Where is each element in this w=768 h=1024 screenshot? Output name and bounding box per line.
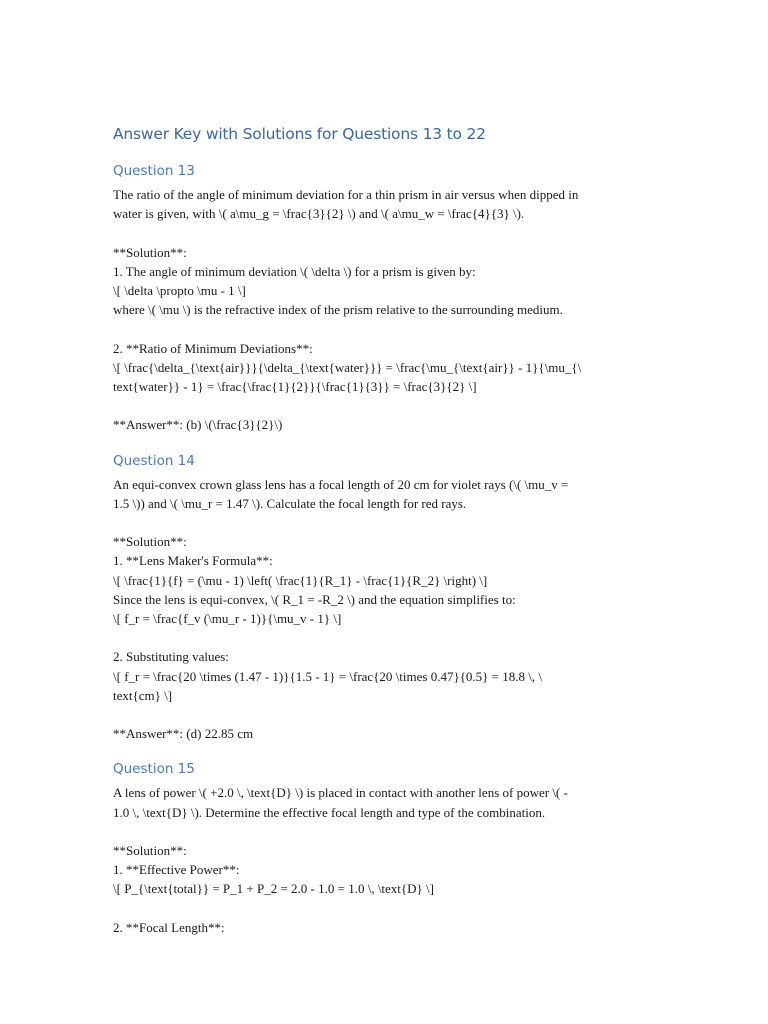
text-line: A lens of power \( +2.0 \, \text{D} \) is placed in contact with another lens of power \( - bbox=[113, 785, 568, 801]
answer-line: **Answer**: (b) \(\frac{3}{2}\) bbox=[113, 417, 283, 433]
formula-line: \[ P_{\text{total}} = P_1 + P_2 = 2.0 - 1.0 = 1.0 \, \text{D} \] bbox=[113, 881, 434, 897]
formula-line: \[ \delta \propto \mu - 1 \] bbox=[113, 283, 246, 298]
text-line: 2. Substituting values: bbox=[113, 649, 229, 665]
question-14-heading: Question 14 bbox=[113, 452, 195, 469]
question-15-section bbox=[113, 759, 648, 937]
text-line: Since the lens is equi-convex, \( R_1 = -R_2 \) and the equation simplifies to: bbox=[113, 591, 516, 607]
answer-line: **Answer**: (d) 22.85 cm bbox=[113, 726, 254, 742]
text-line: 2. **Focal Length**: bbox=[113, 919, 225, 935]
solution-label: **Solution**: bbox=[113, 842, 187, 858]
blank-line bbox=[113, 705, 648, 724]
question-15-heading: Question 15 bbox=[113, 761, 195, 778]
text-line: 1. **Effective Power**: bbox=[113, 862, 240, 878]
question-14-section bbox=[113, 451, 648, 744]
blank-line bbox=[113, 513, 648, 532]
document-page bbox=[113, 123, 648, 953]
blank-line bbox=[113, 319, 648, 338]
blank-line bbox=[113, 822, 648, 841]
blank-line bbox=[113, 899, 648, 918]
text-line: where \( \mu \) is the refractive index of the prism relative to the surrounding medium. bbox=[113, 302, 563, 318]
formula-line: \[ \frac{\delta_{\text{air}}}{\delta_{\text{water}}} = \frac{\mu_{\text{air}} - 1}{\mu_{\ bbox=[113, 359, 582, 375]
page-title: Answer Key with Solutions for Questions 13 to 22 bbox=[113, 125, 486, 143]
text-line: 1. The angle of minimum deviation \( \delta \) for a prism is given by: bbox=[113, 263, 476, 279]
formula-line: \[ f_r = \frac{20 \times (1.47 - 1)}{1.5 - 1} = \frac{20 \times 0.47}{0.5} = 18.8 \, \ bbox=[113, 668, 542, 684]
solution-label: **Solution**: bbox=[113, 534, 187, 550]
question-15-body bbox=[113, 783, 648, 937]
question-13-body bbox=[113, 185, 648, 435]
blank-line bbox=[113, 396, 648, 415]
blank-line bbox=[113, 628, 648, 647]
text-line: 1. **Lens Maker's Formula**: bbox=[113, 553, 273, 569]
formula-line: text{water}} - 1} = \frac{\frac{1}{2}}{\frac{1}{3}} = \frac{3}{2} \] bbox=[113, 379, 477, 394]
formula-line: \[ f_r = \frac{f_v (\mu_r - 1)}{\mu_v - 1} \] bbox=[113, 611, 342, 626]
question-13-section bbox=[113, 161, 648, 435]
text-line: 2. **Ratio of Minimum Deviations**: bbox=[113, 340, 313, 356]
text-line: water is given, with \( a\mu_g = \frac{3}{2} \) and \( a\mu_w = \frac{4}{3} \). bbox=[113, 206, 525, 222]
text-line: An equi-convex crown glass lens has a focal length of 20 cm for violet rays (\( \mu_v = bbox=[113, 476, 569, 492]
text-line: The ratio of the angle of minimum deviation for a thin prism in air versus when dipped in bbox=[113, 187, 579, 202]
formula-line: text{cm} \] bbox=[113, 687, 173, 703]
text-line: 1.5 \)) and \( \mu_r = 1.47 \). Calculate the focal length for red rays. bbox=[113, 495, 467, 511]
question-13-heading: Question 13 bbox=[113, 163, 195, 179]
question-14-body bbox=[113, 475, 648, 744]
formula-line: \[ \frac{1}{f} = (\mu - 1) \left( \frac{1}{R_1} - \frac{1}{R_2} \right) \] bbox=[113, 572, 488, 588]
solution-label: **Solution**: bbox=[113, 244, 187, 260]
text-line: 1.0 \, \text{D} \). Determine the effective focal length and type of the combination. bbox=[113, 804, 546, 820]
blank-line bbox=[113, 223, 648, 242]
